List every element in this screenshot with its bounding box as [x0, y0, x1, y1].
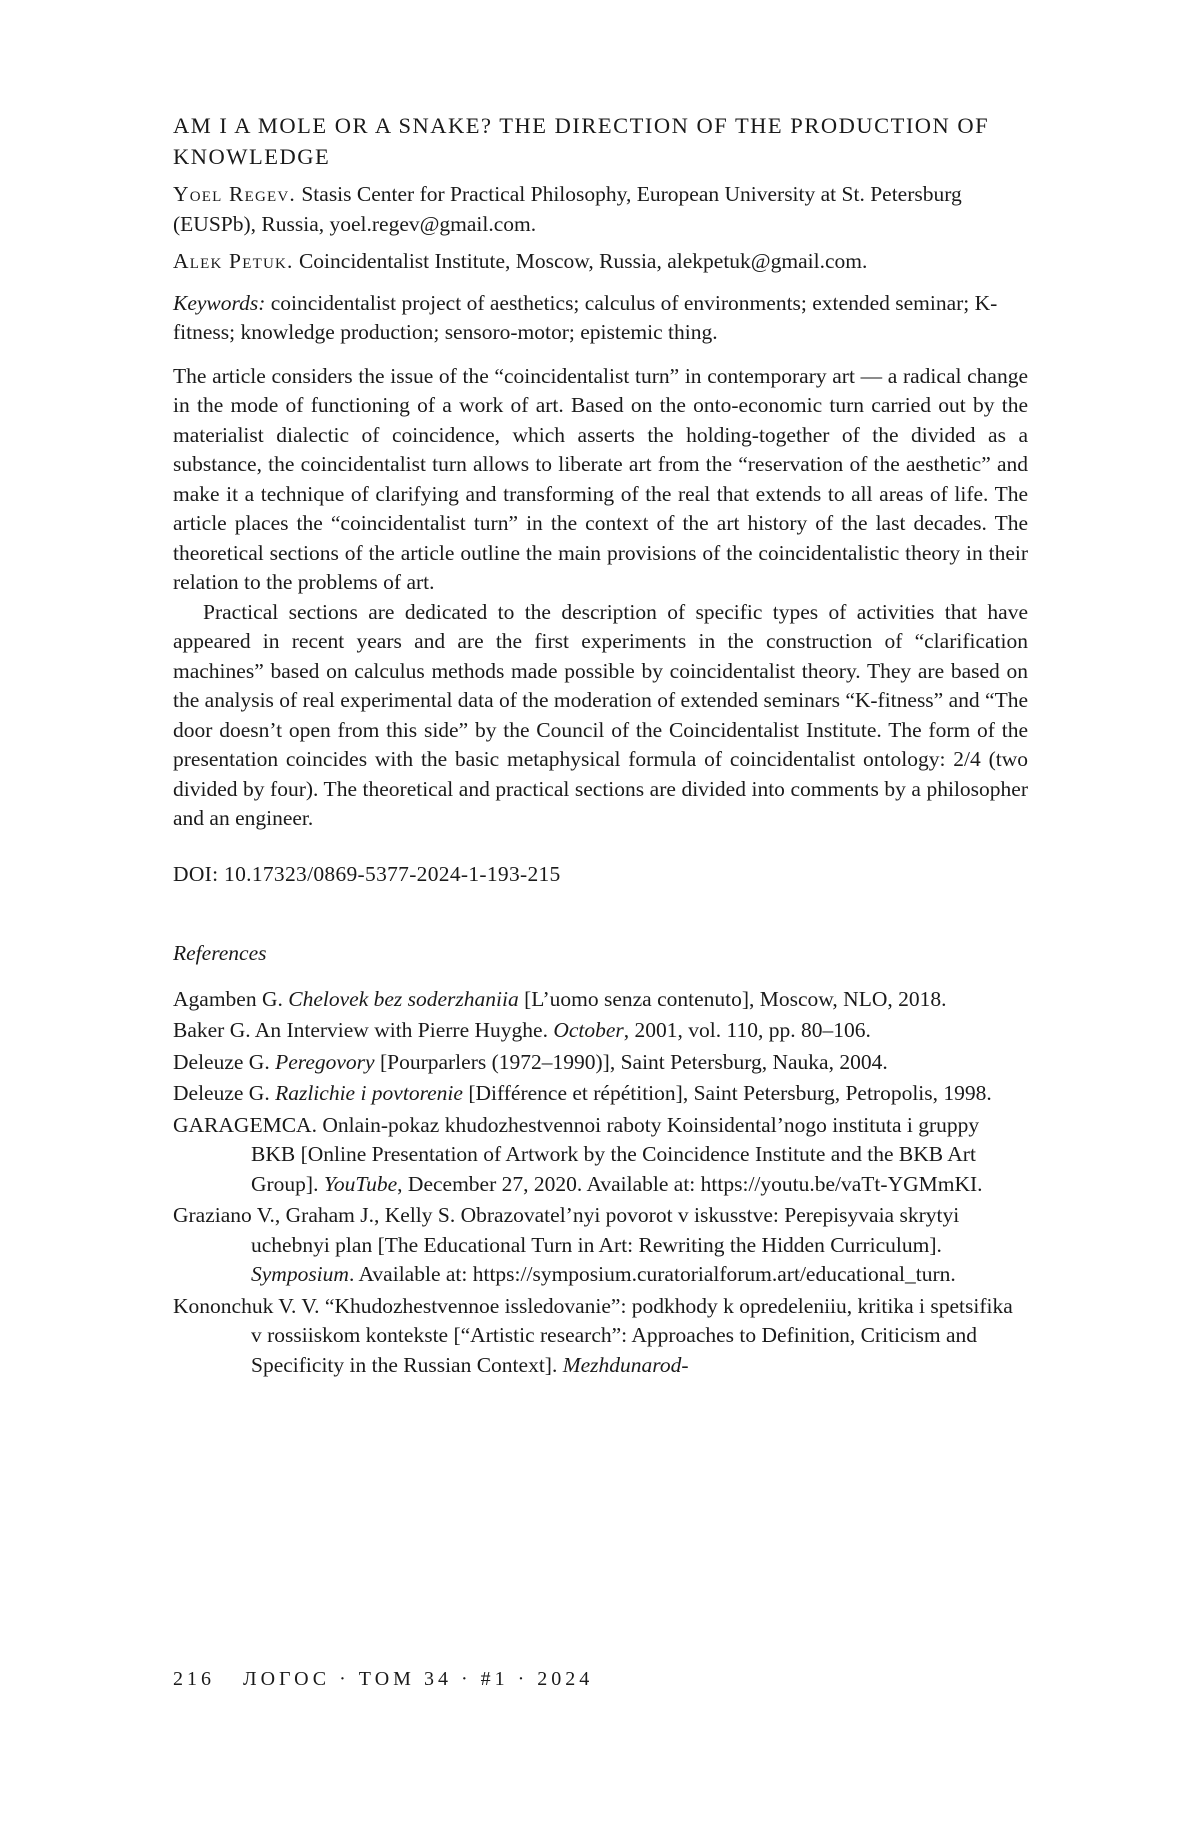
reference-text: Deleuze G. — [173, 1081, 276, 1105]
reference-title: YouTube — [323, 1171, 398, 1196]
reference-item — [173, 1016, 1028, 1046]
article-title: AM I A MOLE OR A SNAKE? THE DIRECTION OF THE PRODUCTION OF KNOWLEDGE — [173, 113, 990, 169]
reference-item — [173, 1111, 1028, 1200]
reference-text: Agamben G. — [173, 986, 289, 1011]
reference-text: [Différence et répétition], Saint Petersburg, Petropolis, 1998. — [462, 1081, 992, 1105]
references-list — [173, 985, 1028, 1381]
reference-title: Razlichie i povtorenie — [275, 1081, 463, 1105]
reference-item — [173, 1292, 1028, 1381]
reference-text: [L’uomo senza contenuto], Moscow, NLO, 2018. — [518, 986, 947, 1011]
page-number: 216 — [173, 1668, 215, 1690]
reference-text: , 2001, vol. 110, pp. 80–106. — [623, 1018, 871, 1042]
reference-title: Peregovory — [275, 1049, 375, 1074]
article-abstract-block — [173, 110, 1028, 1382]
reference-item — [173, 1201, 1028, 1290]
abstract — [173, 362, 1028, 834]
author-entry — [173, 247, 1028, 277]
author-name: Alek Petuk. — [173, 249, 294, 273]
reference-text: , December 27, 2020. Available at: https://youtu.be/vaTt-YGMmKI. — [397, 1171, 983, 1196]
reference-text: [Pourparlers (1972–1990)], Saint Petersburg, Nauka, 2004. — [374, 1049, 888, 1074]
page-footer — [173, 1668, 593, 1691]
reference-text: . Available at: https://symposium.curatorialforum.art/educational_turn. — [348, 1262, 956, 1286]
reference-text: Graziano V., Graham J., Kelly S. Obrazovatel’nyi povorot v iskusstve: Perepisyvaia skrytyi uchebnyi plan [The Educational Turn in Art: Rewriting the Hidden Curriculum]. — [173, 1203, 960, 1257]
author-affiliation: Stasis Center for Practical Philosophy, European University at St. Petersburg (EUSPb), Russia, yoel.regev@gmail.com. — [173, 182, 962, 236]
reference-item — [173, 1048, 1028, 1078]
author-entry — [173, 180, 1028, 239]
reference-title: Symposium — [251, 1262, 349, 1286]
author-affiliation: Coincidentalist Institute, Moscow, Russia, alekpetuk@gmail.com. — [298, 249, 868, 273]
reference-text: Deleuze G. — [173, 1049, 276, 1074]
journal-running-head: ЛОГОС · ТОМ 34 · #1 · 2024 — [243, 1668, 594, 1690]
reference-item — [173, 985, 1028, 1015]
keywords-text: coincidentalist project of aesthetics; calculus of environments; extended seminar; K-fitness; knowledge production; sensoro-motor; epistemic thing. — [173, 290, 998, 344]
abstract-paragraph: Practical sections are dedicated to the description of specific types of activities that have appeared in recent years and are the first experiments in the construction of “clarification machines” based on calculus methods made possible by coincidentalist theory. They are based on the analysis of real experimental data of the moderation of extended seminars “K-fitness” and “The door doesn’t open from this side” by the Council of the Coincidentalist Institute. The form of the presentation coincides with the basic metaphysical formula of coincidentalist ontology: 2/4 (two divided by four). The theoretical and practical sections are divided into comments by a philosopher and an engineer. — [173, 599, 1028, 830]
keywords-label: Keywords: — [173, 290, 266, 315]
reference-title: October — [553, 1018, 624, 1042]
reference-text: GARAGEMCA. Onlain-pokaz khudozhestvennoi raboty Koinsidental’nogo instituta i gruppy BKB [Online Presentation of Artwork by the Coincidence Institute and the BKB Art Group]. — [173, 1112, 980, 1196]
reference-text: Kononchuk V. V. “Khudozhestvennoe issledovanie”: podkhody k opredeleniiu, kritika i spetsifika v rossiiskom kontekste [“Artistic research”: Approaches to Definition, Criticism and Specificity in the Russian Context]. — [173, 1293, 1013, 1377]
references-heading: References — [173, 941, 267, 965]
abstract-paragraph: The article considers the issue of the “coincidentalist turn” in contemporary art — a radical change in the mode of functioning of a work of art. Based on the onto-economic turn carried out by the materialist dialectic of coincidence, which asserts the holding-together of the divided as a substance, the coincidentalist turn allows to liberate art from the “reservation of the aesthetic” and make it a technique of clarifying and transforming of the real that extends to all areas of life. The article places the “coincidentalist turn” in the context of the art history of the last decades. The theoretical sections of the article outline the main provisions of the coincidentalistic theory in their relation to the problems of art. — [173, 363, 1028, 594]
reference-title: Mezhdunarod- — [562, 1352, 689, 1377]
reference-item — [173, 1079, 1028, 1109]
keywords — [173, 289, 1028, 348]
reference-title: Chelovek bez soderzhaniia — [288, 986, 519, 1011]
doi: DOI: 10.17323/0869-5377-2024-1-193-215 — [173, 861, 561, 886]
reference-text: Baker G. An Interview with Pierre Huyghe. — [173, 1018, 554, 1042]
author-name: Yoel Regev. — [173, 182, 296, 206]
